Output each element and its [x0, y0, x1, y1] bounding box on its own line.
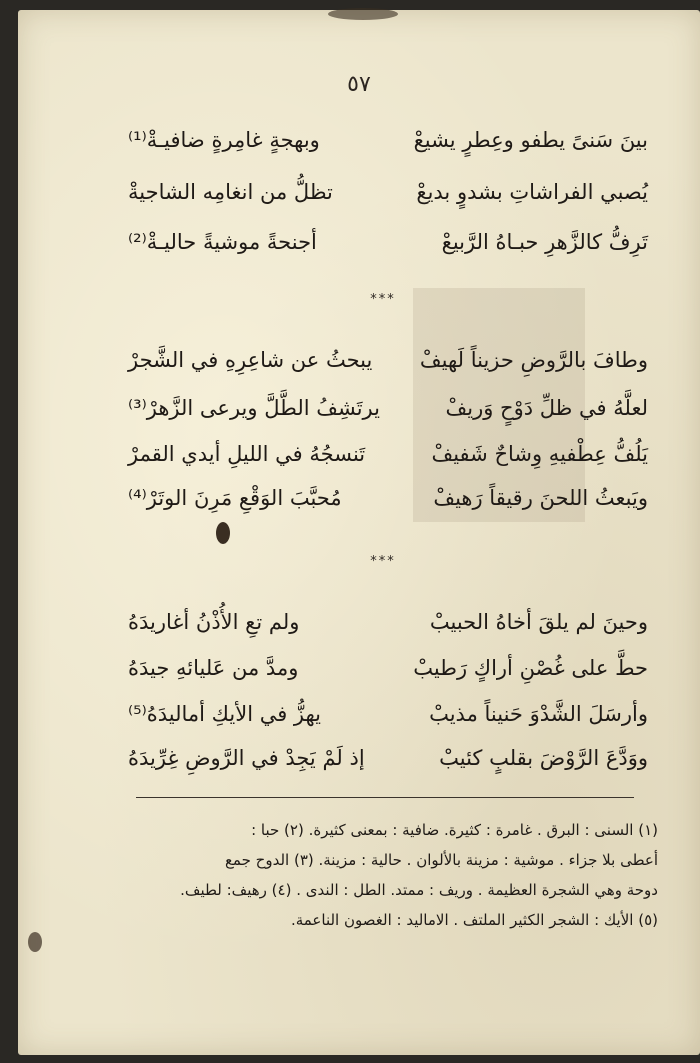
verse-line — [128, 476, 648, 520]
verse-left-hemistich: ولم تعِ الأُذْنُ أغاريدَهُ — [128, 610, 300, 634]
verse-line — [128, 692, 648, 736]
verse-right-hemistich: ويَبعثُ اللحنَ رقيقاً رَهيفْ — [433, 486, 648, 510]
verse-line — [128, 600, 648, 644]
ink-stain — [328, 8, 398, 20]
verse-right-hemistich: وحينَ لم يلقَ أخاهُ الحبيبْ — [429, 610, 648, 634]
verse-right-hemistich: وأرسَلَ الشَّدْوَ حَنيناً مذيبْ — [429, 702, 648, 726]
verse-left-hemistich: تَنسجُهُ في الليلِ أيدي القمرْ — [128, 442, 366, 466]
verse-line — [128, 118, 648, 162]
footnote-line: أعطى بلا جزاء . موشية : مزينة بالألوان . حالية : مزينة. (٣) الدوح جمع — [224, 851, 658, 869]
verse-left-hemistich: تظلُّ من انغامِه الشاجيةْ — [128, 180, 333, 204]
verse-line — [128, 170, 648, 214]
footnote-line: دوحة وهي الشجرة العظيمة . وريف : ممتد. الطل : الندى . (٤) رهيف: لطيف. — [180, 881, 658, 899]
verse-right-hemistich: تَرِفُّ كالزَّهرِ حبـاهُ الرَّبيعْ — [441, 230, 648, 254]
verse-left-hemistich: يهزُّ في الأيكِ أماليدَهُ⁽⁵⁾ — [128, 702, 322, 726]
verse-left-hemistich: أجنحةً موشيةً حاليـةْ⁽²⁾ — [128, 230, 317, 254]
page-number: ٥٧ — [347, 72, 371, 97]
verse-left-hemistich: يبحثُ عن شاعِرِهِ في الشَّجرْ — [128, 348, 373, 372]
verse-line — [128, 646, 648, 690]
verse-right-hemistich: ووَدَّعَ الرَّوْضَ بقلبٍ كئيبْ — [439, 746, 648, 770]
verse-right-hemistich: بينَ سَنىً يطفو وعِطرٍ يشيعْ — [413, 128, 648, 152]
verse-right-hemistich: يُصبي الفراشاتِ بشدوٍ بديعْ — [416, 180, 648, 204]
footnote-line: (٥) الأيك : الشجر الكثير الملتف . الاماليد : الغصون الناعمة. — [290, 911, 658, 929]
verse-line — [128, 386, 648, 430]
stanza-separator: *** — [370, 554, 396, 569]
verse-left-hemistich: ومدَّ من عَليائهِ جيدَهُ — [128, 656, 299, 680]
verse-line — [128, 432, 648, 476]
stanza-separator: *** — [370, 292, 396, 307]
footnotes — [138, 815, 658, 935]
footnote-line: (١) السنى : البرق . غامرة : كثيرة. ضافية : بمعنى كثيرة. (٢) حبا : — [251, 821, 658, 839]
verse-left-hemistich: مُحبَّبَ الوَقْعِ مَرِنَ الوتَرْ⁽⁴⁾ — [128, 486, 342, 510]
verse-right-hemistich: لعلَّهُ في ظلِّ دَوْحٍ وَريفْ — [445, 396, 648, 420]
verse-right-hemistich: وطافَ بالرَّوضِ حزيناً لَهيفْ — [419, 348, 648, 372]
book-page — [18, 10, 700, 1055]
verse-right-hemistich: يَلُفُّ عِطْفيهِ وِشاحٌ شَفيفْ — [431, 442, 648, 466]
verse-line — [128, 338, 648, 382]
verse-line — [128, 736, 648, 780]
verse-left-hemistich: وبهجةٍ غامِرةٍ ضافيـةْ⁽¹⁾ — [128, 128, 320, 152]
verse-right-hemistich: حطَّ على غُصْنِ أراكٍ رَطيبْ — [413, 656, 648, 680]
footnote-rule — [136, 797, 634, 798]
ink-stain — [216, 522, 230, 544]
verse-line — [128, 220, 648, 264]
verse-left-hemistich: يرتَشِفُ الطَّلَّ ويرعى الزَّهرْ⁽³⁾ — [128, 396, 380, 420]
verse-left-hemistich: إذ لَمْ يَجِدْ في الرَّوضِ غِرِّيدَهُ — [128, 746, 365, 770]
ink-stain — [28, 932, 42, 952]
